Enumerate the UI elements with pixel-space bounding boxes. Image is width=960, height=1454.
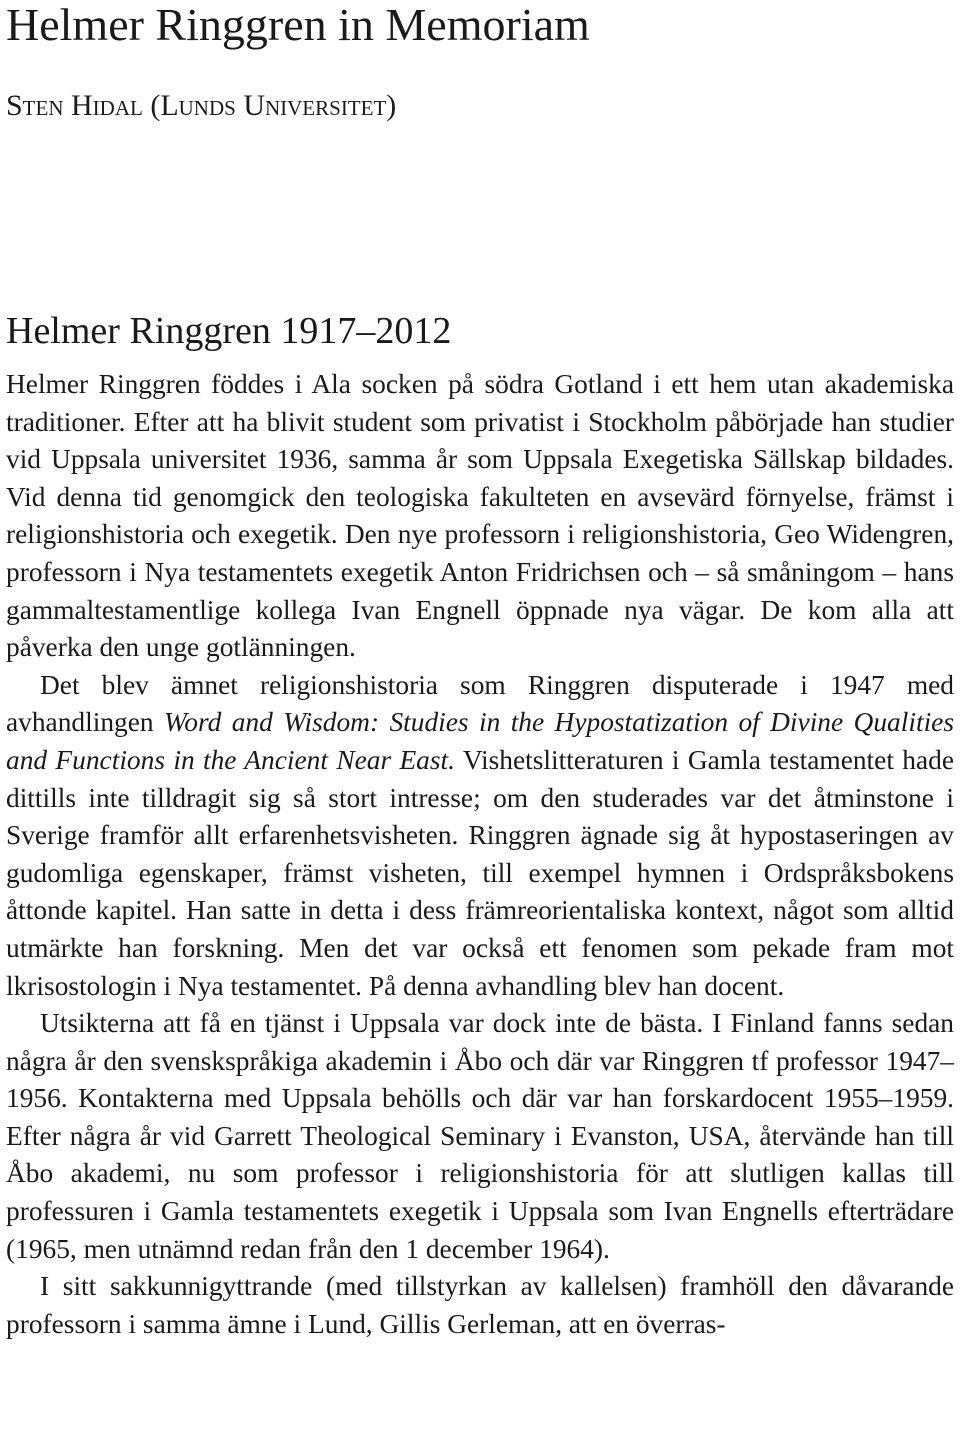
paragraph-3: Utsikterna att få en tjänst i Uppsala var dock inte de bästa. I Finland fanns sedan några år den svenskspråkiga akademin i Åbo och där var Ringgren tf professor 1947–1956. Kontakterna med Uppsala behölls och där var han forskardocent 1955–1959. Efter några år vid Garrett Theological Seminary i Evanston, USA, återvände han till Åbo akademi, nu som professor i religionshistoria för att slutligen kallas till professuren i Gamla testamentets exegetik i Uppsala som Ivan Engnells efterträdare (1965, men utnämnd redan från den 1 december 1964). bbox=[6, 1008, 954, 1264]
author-affiliation: Sten Hidal (Lunds Universitet) bbox=[6, 89, 397, 122]
paragraph-2-text-before: Det blev ämnet religionshistoria som Ringgren disputerade i 1947 med avhandlingen bbox=[6, 669, 954, 738]
paragraph-2 bbox=[6, 667, 954, 1005]
paragraph-1: Helmer Ringgren föddes i Ala socken på södra Gotland i ett hem utan akademiska traditioner. Efter att ha blivit student som privatist i Stockholm påbörjade han studier vid Uppsala universitet 1936, samma år som Uppsala Exegetiska Sällskap bildades. Vid denna tid genomgick den teologiska fakulteten en avsevärd förnyelse, främst i religionshistoria och exegetik. Den nye professorn i religionshistoria, Geo Widengren, professorn i Nya testamentets exegetik Anton Fridrichsen och – så småningom – hans gammaltestamentlige kollega Ivan Engnell öppnade nya vägar. De kom alla att påverka den unge gotlänningen. bbox=[6, 369, 954, 663]
dissertation-title: Word and Wisdom: Studies in the Hypostatization of Divine Qualities and Functions in the Ancient Near East. bbox=[6, 707, 954, 775]
section-heading: Helmer Ringgren 1917–2012 bbox=[6, 310, 452, 352]
article-body bbox=[6, 366, 954, 1343]
article-title: Helmer Ringgren in Memoriam bbox=[6, 0, 590, 50]
paragraph-4: I sitt sakkunnigyttrande (med tillstyrkan av kallelsen) framhöll den dåvarande professorn i samma ämne i Lund, Gillis Gerleman, att en överras- bbox=[6, 1271, 954, 1339]
paragraph-2-text-after: Vishetslitteraturen i Gamla testamentet hade dittills inte tilldragit sig så stort intresse; om den studerades var det åtminstone i Sverige framför allt erfarenhetsvisheten. Ringgren ägnade sig åt hypostaseringen av gudomliga egenskaper, främst visheten, till exempel hymnen i Ordspråksbokens åttonde kapitel. Han satte in detta i dess främreorientaliska kontext, något som alltid utmärkte han forskning. Men det var också ett fenomen som pekade fram mot lkrisostologin i Nya testamentet. På denna avhandling blev han docent. bbox=[6, 744, 954, 1001]
